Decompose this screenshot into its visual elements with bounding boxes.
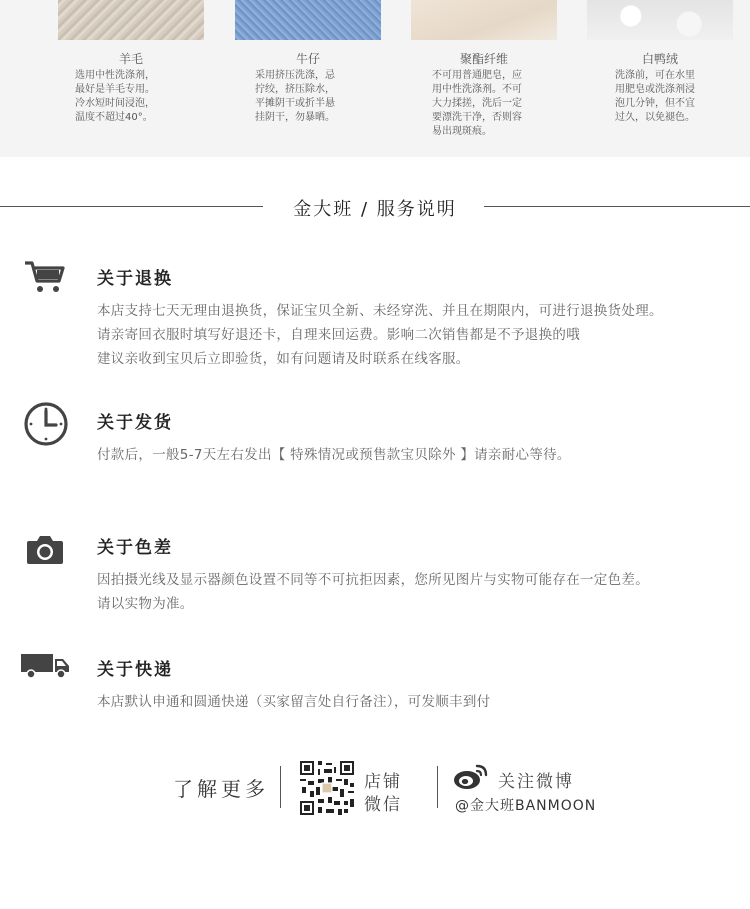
shipping-line-1: 付款后，一般5-7天左右发出【 特殊情况或预售款宝贝除外 】请亲耐心等待。 xyxy=(97,447,571,463)
care-line: 泡几分钟，但不宜 xyxy=(615,98,695,109)
color-line-1: 因拍摄光线及显示器颜色设置不同等不可抗拒因素，您所见图片与实物可能存在一定色差。 xyxy=(97,572,649,588)
service-title-courier: 关于快递 xyxy=(97,660,173,680)
care-title-polyester: 聚酯纤维 xyxy=(459,52,508,66)
care-title-down: 白鸭绒 xyxy=(641,52,678,66)
care-text-denim xyxy=(255,69,375,125)
follow-weibo-label: 关注微博 xyxy=(498,772,574,792)
shop-wechat-label-1: 店铺 xyxy=(364,772,402,792)
returns-line-3: 建议亲收到宝贝后立即验货，如有问题请及时联系在线客服。 xyxy=(97,351,470,367)
care-line: 最好是羊毛专用。 xyxy=(75,84,155,95)
care-line: 选用中性洗涤剂， xyxy=(75,70,155,81)
duck-down-fabric-image xyxy=(587,0,733,40)
weibo-icon[interactable] xyxy=(453,763,489,791)
footer-divider-1 xyxy=(280,766,281,808)
clock-icon xyxy=(23,401,69,447)
qr-code-icon[interactable] xyxy=(300,761,354,815)
camera-icon xyxy=(26,533,64,565)
care-line: 不可用普通肥皂，应 xyxy=(432,70,522,81)
care-line: 大力揉搓，洗后一定 xyxy=(432,98,522,109)
care-line: 挂阴干，勿暴晒。 xyxy=(255,112,335,123)
care-line: 用中性洗涤剂。不可 xyxy=(432,84,522,95)
care-title-denim: 牛仔 xyxy=(295,52,320,66)
returns-line-1: 本店支持七天无理由退换货，保证宝贝全新、未经穿洗、并且在期限内，可进行退换货处理。 xyxy=(97,303,663,319)
shop-wechat-label-2: 微信 xyxy=(364,795,402,815)
care-line: 温度不超过40°。 xyxy=(75,112,153,123)
service-title-color: 关于色差 xyxy=(97,538,173,558)
truck-icon xyxy=(20,653,70,679)
section-title: 金大班 / 服务说明 xyxy=(293,199,457,220)
care-line: 冷水短时间浸泡， xyxy=(75,98,155,109)
care-text-wool xyxy=(75,69,195,125)
care-line: 采用挤压洗涤，忌 xyxy=(255,70,335,81)
color-line-2: 请以实物为准。 xyxy=(97,596,194,612)
service-title-returns: 关于退换 xyxy=(97,269,173,289)
care-title-wool: 羊毛 xyxy=(118,52,143,66)
care-line: 用肥皂或洗涤剂浸 xyxy=(615,84,695,95)
care-text-polyester xyxy=(432,69,552,139)
polyester-fabric-image xyxy=(411,0,557,40)
care-line: 要漂洗干净，否则容 xyxy=(432,112,522,123)
divider-right xyxy=(484,206,750,207)
courier-line-1: 本店默认申通和圆通快递（买家留言处自行备注），可发顺丰到付 xyxy=(97,694,491,710)
care-line: 洗涤前，可在水里 xyxy=(615,70,695,81)
care-line: 平摊阴干或折半悬 xyxy=(255,98,335,109)
learn-more-label: 了解更多 xyxy=(173,777,269,801)
care-line: 拧绞，挤压除水， xyxy=(255,84,335,95)
footer-divider-2 xyxy=(437,766,438,808)
care-line: 过久，以免褪色。 xyxy=(615,112,695,123)
weibo-handle[interactable]: @金大班BANMOON xyxy=(455,798,597,814)
denim-fabric-image xyxy=(235,0,381,40)
cart-icon xyxy=(23,259,65,295)
fabric-care-section xyxy=(0,0,750,157)
divider-left xyxy=(0,206,263,207)
wool-fabric-image xyxy=(58,0,204,40)
returns-line-2: 请亲寄回衣服时填写好退还卡，自理来回运费。影响二次销售都是不予退换的哦 xyxy=(97,327,580,343)
service-title-shipping: 关于发货 xyxy=(97,413,173,433)
care-text-down xyxy=(615,69,735,125)
care-line: 易出现斑痕。 xyxy=(432,126,492,137)
